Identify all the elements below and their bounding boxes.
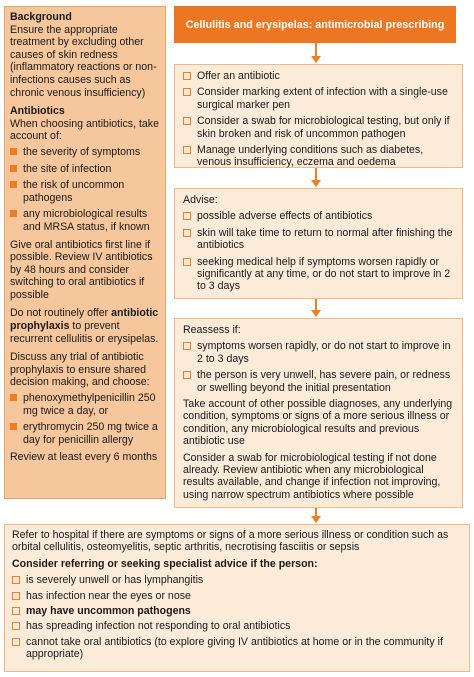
- bullet-square-icon: [10, 210, 17, 217]
- background-text: Ensure the appropriate treatment by excluding other causes of skin redness (inflammatory reactions or non-infections causes such as chronic venous insufficiency): [10, 23, 157, 99]
- list-item: seeking medical help if symptoms worsen rapidly or significantly at any time, or do not start to improve in 2 to 3 days: [183, 256, 454, 293]
- advise-intro: Advise:: [183, 194, 218, 206]
- list-item: symptoms worsen rapidly, or do not start to improve in 2 to 3 days: [183, 340, 454, 365]
- arrow-line: [315, 43, 317, 57]
- list-item: phenoxymethylpenicillin 250 mg twice a day, or: [10, 392, 160, 417]
- bullet-square-icon: [10, 148, 17, 155]
- list-item: is severely unwell or has lymphangitis: [12, 574, 462, 586]
- step-offer-list: [183, 70, 454, 169]
- list-item: has spreading infection not responding to oral antibiotics: [12, 620, 462, 632]
- advise-list: [183, 210, 454, 292]
- checkbox-square-icon: [183, 146, 191, 154]
- list-item: the site of infection: [10, 163, 160, 176]
- list-item: cannot take oral antibiotics (to explore giving IV antibiotics at home or in the community if appropriate): [12, 636, 462, 661]
- checkbox-square-icon: [183, 229, 191, 237]
- reassess-para-diagnoses: Take account of other possible diagnoses, any underlying condition, symptoms or signs of a more serious illness or condition, any microbiological results and previous antibiotic use: [183, 398, 453, 448]
- reassess-intro: Reassess if:: [183, 324, 241, 336]
- bullet-square-icon: [10, 181, 17, 188]
- bullet-square-icon: [10, 165, 17, 172]
- checkbox-square-icon: [12, 622, 20, 630]
- review-text: Review at least every 6 months: [10, 451, 158, 464]
- prophylaxis-bold: antibiotic prophylaxis: [10, 307, 159, 333]
- checkbox-square-icon: [12, 638, 20, 646]
- list-item: has infection near the eyes or nose: [12, 590, 462, 602]
- step-reassess-panel: [174, 318, 463, 508]
- list-item: the risk of uncommon pathogens: [10, 179, 160, 204]
- list-item: the person is very unwell, has severe pain, or redness or swelling beyond the initial presentation: [183, 369, 454, 394]
- antibiotics-heading: Antibiotics: [10, 105, 65, 118]
- checkbox-square-icon: [183, 72, 191, 80]
- list-item: possible adverse effects of antibiotics: [183, 210, 454, 222]
- checkbox-square-icon: [12, 592, 20, 600]
- list-item: erythromycin 250 mg twice a day for penicillin allergy: [10, 421, 160, 446]
- list-item: may have uncommon pathogens: [12, 605, 462, 617]
- flowchart-title: Cellulitis and erysipelas: antimicrobial prescribing: [174, 6, 456, 43]
- consider-list: [12, 574, 462, 660]
- list-item: Consider marking extent of infection with a single-use surgical marker pen: [183, 86, 454, 111]
- bullet-square-icon: [10, 423, 17, 430]
- arrow-down-icon: [311, 180, 321, 187]
- checkbox-square-icon: [183, 212, 191, 220]
- list-item: any microbiological results and MRSA status, if known: [10, 208, 160, 233]
- checkbox-square-icon: [183, 88, 191, 96]
- refer-text: Refer to hospital if there are symptoms or signs of a more serious illness or condition such as orbital cellulitis, osteomyelitis, septic arthritis, necrotising fasciitis or sepsis: [12, 529, 449, 554]
- checkbox-square-icon: [12, 576, 20, 584]
- account-intro: When choosing antibiotics, take account of:: [10, 117, 159, 143]
- checkbox-square-icon: [183, 117, 191, 125]
- step-advise-panel: [174, 188, 463, 299]
- list-item: Consider a swab for microbiological testing, but only if skin broken and risk of uncommon pathogen: [183, 115, 454, 140]
- account-list: [10, 146, 160, 234]
- list-item: Manage underlying conditions such as diabetes, venous insufficiency, eczema and oedema: [183, 144, 454, 169]
- arrow-down-icon: [311, 310, 321, 317]
- checkbox-square-icon: [183, 342, 191, 350]
- reassess-para-swab: Consider a swab for microbiological testing if not done already. Review antibiotic when any microbiological results available, and change if infection not improving, using narrow spectrum antibiotics where possible: [183, 451, 441, 501]
- list-item: skin will take time to return to normal after finishing the antibiotics: [183, 227, 454, 252]
- discuss-text: Discuss any trial of antibiotic prophylaxis to ensure shared decision making, and choose:: [10, 351, 150, 389]
- bullet-square-icon: [10, 394, 17, 401]
- reassess-list: [183, 340, 454, 394]
- checkbox-square-icon: [12, 607, 20, 615]
- list-item: the severity of symptoms: [10, 146, 160, 159]
- step-refer-panel: [4, 524, 470, 672]
- arrow-down-icon: [311, 516, 321, 523]
- consider-heading: Consider referring or seeking specialist advice if the person:: [12, 557, 318, 570]
- arrow-down-icon: [311, 56, 321, 63]
- list-item: Offer an antibiotic: [183, 70, 454, 82]
- oral-text: Give oral antibiotics first line if possible. Review IV antibiotics by 48 hours and consider switching to oral antibiotics if possible: [10, 238, 153, 301]
- background-heading: Background: [10, 11, 72, 23]
- prophylaxis-text: Do not routinely offer antibiotic prophylaxis to prevent recurrent cellulitis or erysipelas.: [10, 307, 159, 345]
- background-sidebar: [4, 6, 166, 499]
- checkbox-square-icon: [183, 258, 191, 266]
- choices-list: [10, 392, 160, 446]
- step-offer-panel: [174, 64, 463, 168]
- checkbox-square-icon: [183, 371, 191, 379]
